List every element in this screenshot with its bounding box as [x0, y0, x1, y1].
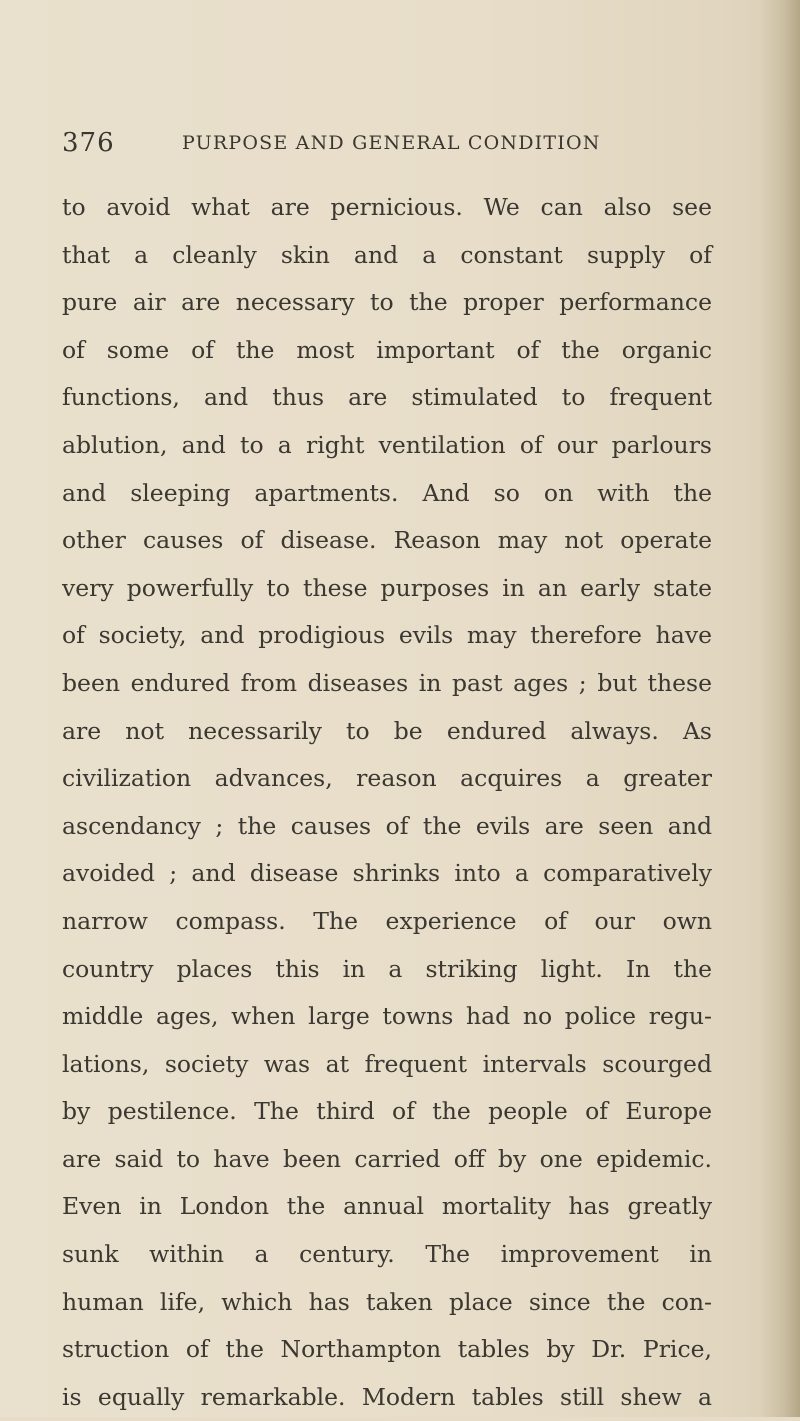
text-line: lations, society was at frequent intervals scourged	[62, 1049, 712, 1078]
text-line: Even in London the annual mortality has greatly	[62, 1192, 712, 1221]
text-line: are not necessarily to be endured always. As	[62, 716, 712, 745]
page-edge-shadow	[760, 0, 800, 1417]
text-line: of some of the most important of the organic	[62, 335, 712, 364]
page-number: 376	[62, 128, 115, 158]
text-line: sunk within a century. The improvement in	[62, 1240, 712, 1269]
text-line: human life, which has taken place since the con-	[62, 1287, 712, 1316]
running-head: PURPOSE AND GENERAL CONDITION	[182, 132, 601, 154]
text-line: narrow compass. The experience of our own	[62, 906, 712, 935]
text-line: other causes of disease. Reason may not operate	[62, 526, 712, 555]
text-line: country places this in a striking light. In the	[62, 954, 712, 983]
text-line: that a cleanly skin and a constant supply of	[62, 240, 712, 269]
text-line: ablution, and to a right ventilation of our parlours	[62, 430, 712, 459]
body-text	[62, 184, 712, 1421]
text-line: civilization advances, reason acquires a greater	[62, 764, 712, 793]
text-line: ascendancy ; the causes of the evils are seen and	[62, 811, 712, 840]
text-line: by pestilence. The third of the people of Europe	[62, 1097, 712, 1126]
text-line: is equally remarkable. Modern tables still shew a	[62, 1382, 712, 1411]
text-line: of society, and prodigious evils may therefore have	[62, 621, 712, 650]
text-line: avoided ; and disease shrinks into a comparatively	[62, 859, 712, 888]
text-line: very powerfully to these purposes in an early state	[62, 573, 712, 602]
text-line: are said to have been carried off by one epidemic.	[62, 1144, 712, 1173]
page-header	[62, 128, 722, 168]
text-line: pure air are necessary to the proper performance	[62, 288, 712, 317]
text-line: and sleeping apartments. And so on with the	[62, 478, 712, 507]
text-line: to avoid what are pernicious. We can also see	[62, 193, 712, 221]
text-line: struction of the Northampton tables by Dr. Price,	[62, 1335, 712, 1364]
text-line: been endured from diseases in past ages ; but these	[62, 668, 712, 697]
text-line: middle ages, when large towns had no police regu-	[62, 1002, 712, 1031]
text-line: functions, and thus are stimulated to frequent	[62, 383, 712, 412]
